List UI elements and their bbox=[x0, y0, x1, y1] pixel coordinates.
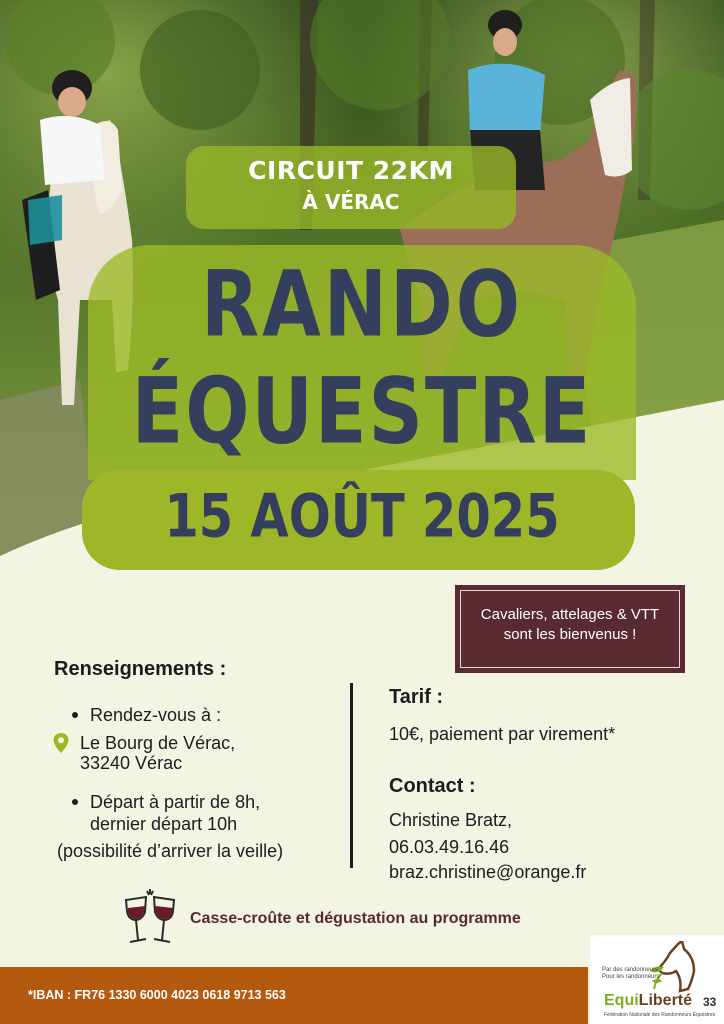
equiliberte-logo bbox=[590, 935, 724, 1024]
circuit-location: À VÉRAC bbox=[302, 190, 400, 214]
contact-phone: 06.03.49.16.46 bbox=[389, 837, 510, 857]
welcome-line-1: Cavaliers, attelages & VTT bbox=[480, 606, 660, 623]
logo-subtitle: Fédération Nationale des Randonneurs Équestres bbox=[604, 1012, 716, 1018]
rdv-label: Rendez-vous à : bbox=[90, 705, 222, 725]
logo-number: 33 bbox=[703, 995, 717, 1009]
welcome-box bbox=[455, 585, 685, 673]
contact-heading: Contact : bbox=[389, 775, 476, 797]
welcome-frame bbox=[460, 590, 680, 668]
info-heading: Renseignements : bbox=[54, 658, 227, 680]
address-line-2: 33240 Vérac bbox=[80, 753, 183, 773]
arrival-note: (possibilité d’arriver la veille) bbox=[57, 841, 284, 861]
tarif-value: 10€, paiement par virement* bbox=[389, 724, 616, 744]
event-date: 15 AOÛT 2025 bbox=[164, 481, 560, 551]
logo-tagline-2: Pour les randonneurs bbox=[602, 974, 660, 980]
logo-wordmark bbox=[604, 992, 692, 1010]
depart-line-1: Départ à partir de 8h, bbox=[90, 792, 261, 812]
logo-name-part-1: Equi bbox=[604, 992, 639, 1009]
wine-glasses-icon bbox=[120, 888, 182, 948]
welcome-line-2: sont les bienvenus ! bbox=[503, 626, 637, 643]
title-rando: RANDO bbox=[201, 251, 523, 357]
address-line-1: Le Bourg de Vérac, bbox=[80, 733, 236, 753]
location-pin-icon bbox=[52, 732, 70, 754]
logo-tagline-1: Par des randonneurs bbox=[602, 967, 659, 973]
food-note: Casse-croûte et dégustation au programme bbox=[190, 910, 521, 927]
depart-line-2: dernier départ 10h bbox=[90, 814, 238, 834]
tarif-heading: Tarif : bbox=[389, 686, 444, 708]
logo-name-part-2: Liberté bbox=[638, 992, 693, 1009]
title-equestre: ÉQUESTRE bbox=[131, 358, 593, 464]
contact-email[interactable]: braz.christine@orange.fr bbox=[389, 862, 587, 882]
iban-text: *IBAN : FR76 1330 6000 4023 0618 9713 563 bbox=[28, 988, 286, 1002]
contact-name: Christine Bratz, bbox=[389, 810, 513, 830]
bullet-icon bbox=[72, 712, 78, 718]
circuit-distance: CIRCUIT 22KM bbox=[248, 156, 454, 185]
bullet-icon bbox=[72, 799, 78, 805]
circuit-badge bbox=[186, 146, 516, 229]
column-divider bbox=[350, 683, 353, 868]
